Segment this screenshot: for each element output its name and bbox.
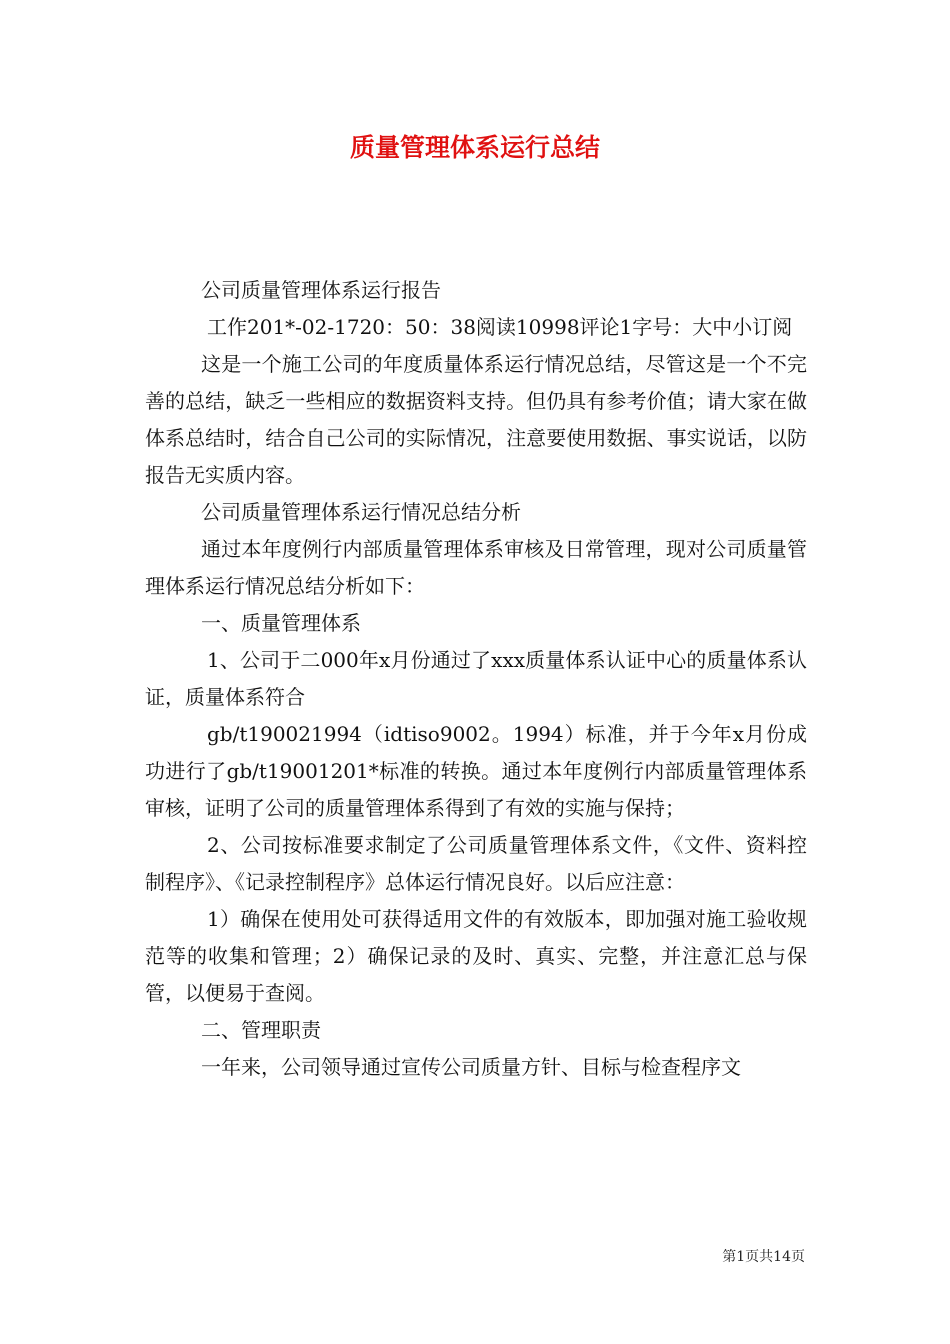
- document-body: [145, 272, 807, 1086]
- paragraph-standard: gb/t190021994（idtiso9002。1994）标准，并于今年x月份成功进行了gb/t19001201*标准的转换。通过本年度例行内部质量管理体系审核，证明了公司的质量管理体系得到了有效的实施与保持；: [145, 722, 807, 820]
- paragraph-management-intro: 一年来，公司领导通过宣传公司质量方针、目标与检查程序文: [201, 1055, 741, 1079]
- document-title: 质量管理体系运行总结: [349, 133, 600, 162]
- paragraph-analysis-heading: 公司质量管理体系运行情况总结分析: [201, 500, 521, 524]
- paragraph-notes: 1）确保在使用处可获得适用文件的有效版本，即加强对施工验收规范等的收集和管理；2）确保记录的及时、真实、完整，并注意汇总与保管，以便易于查阅。: [145, 907, 807, 1005]
- paragraph-intro: 这是一个施工公司的年度质量体系运行情况总结，尽管这是一个不完善的总结，缺乏一些相应的数据资料支持。但仍具有参考价值；请大家在做体系总结时，结合自己公司的实际情况，注意要使用数据、事实说话，以防报告无实质内容。: [145, 352, 807, 487]
- page-number: 第1页共14页: [722, 1249, 805, 1265]
- paragraph-meta-line: 工作201*-02-1720：50：38阅读10998评论1字号：大中小订阅: [207, 315, 793, 339]
- paragraph-analysis-intro: 通过本年度例行内部质量管理体系审核及日常管理，现对公司质量管理体系运行情况总结分析如下：: [145, 537, 807, 598]
- section-heading-quality-system: 一、质量管理体系: [201, 611, 361, 635]
- paragraph-report-heading: 公司质量管理体系运行报告: [201, 278, 441, 302]
- paragraph-item-1: 1、公司于二000年x月份通过了xxx质量体系认证中心的质量体系认证，质量体系符合: [145, 648, 807, 709]
- paragraph-item-2: 2、公司按标准要求制定了公司质量管理体系文件，《文件、资料控制程序》、《记录控制程序》总体运行情况良好。以后应注意：: [145, 833, 807, 894]
- section-heading-management: 二、管理职责: [201, 1018, 321, 1042]
